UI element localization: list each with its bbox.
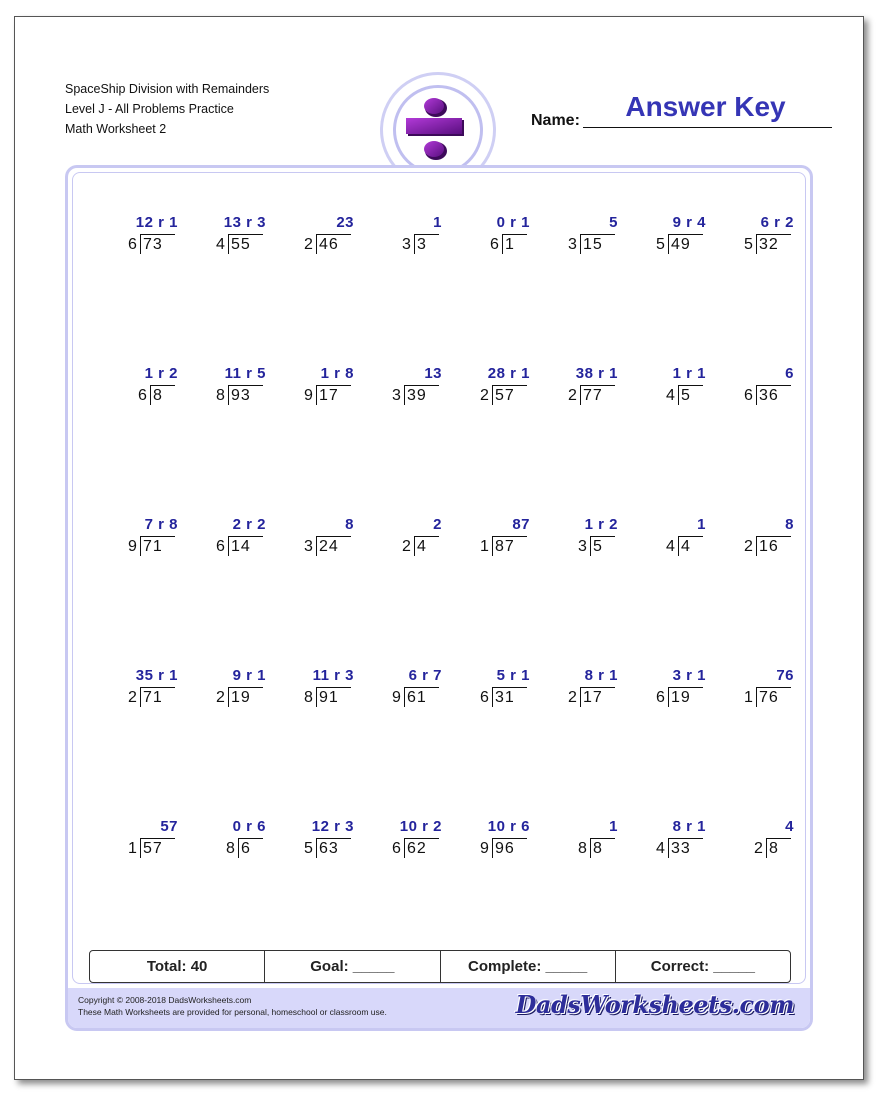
division-problem: [354, 365, 444, 405]
divisor: 9: [480, 840, 489, 857]
dividend: 8: [766, 838, 791, 858]
divisor: 2: [402, 538, 411, 555]
answer-quotient: 76: [776, 667, 794, 684]
division-problem: [530, 516, 620, 556]
dividend: 71: [140, 536, 175, 556]
divisor: 3: [402, 236, 411, 253]
dividend: 39: [404, 385, 439, 405]
dividend: 6: [238, 838, 263, 858]
dividend: 19: [228, 687, 263, 707]
division-problem: [354, 516, 444, 556]
dividend: 3: [414, 234, 439, 254]
divisor: 6: [656, 689, 665, 706]
answer-quotient: 11 r 5: [224, 365, 266, 382]
dividend: 17: [580, 687, 615, 707]
answer-quotient: 8 r 1: [584, 667, 618, 684]
answer-quotient: 1: [697, 516, 706, 533]
answer-quotient: 13 r 3: [223, 214, 266, 231]
dividend: 57: [140, 838, 175, 858]
answer-quotient: 2 r 2: [232, 516, 266, 533]
divisor: 8: [226, 840, 235, 857]
answer-quotient: 87: [512, 516, 530, 533]
dividend: 49: [668, 234, 703, 254]
worksheet-number: Math Worksheet 2: [65, 122, 167, 136]
division-problem: [178, 667, 268, 707]
dividend: 73: [140, 234, 175, 254]
dividend: 91: [316, 687, 351, 707]
answer-quotient: 1 r 2: [144, 365, 178, 382]
brand-logo[interactable]: DadsWorksheets.com: [515, 990, 794, 1019]
division-problem: [266, 214, 356, 254]
dividend: 14: [228, 536, 263, 556]
division-problem: [618, 667, 708, 707]
dividend: 71: [140, 687, 175, 707]
dividend: 15: [580, 234, 615, 254]
complete-cell: Complete: _____: [441, 951, 616, 982]
divisor: 2: [568, 387, 577, 404]
divisor: 6: [138, 387, 147, 404]
footer: [68, 988, 810, 1028]
answer-quotient: 13: [424, 365, 442, 382]
answer-quotient: 12 r 3: [311, 818, 354, 835]
copyright-text: Copyright © 2008-2018 DadsWorksheets.com: [78, 995, 252, 1005]
answer-quotient: 6 r 7: [408, 667, 442, 684]
division-problem: [442, 214, 532, 254]
divisor: 1: [128, 840, 137, 857]
dividend: 93: [228, 385, 263, 405]
answer-quotient: 6: [785, 365, 794, 382]
dividend: 61: [404, 687, 439, 707]
name-label: Name:: [531, 112, 580, 129]
worksheet-level: Level J - All Problems Practice: [65, 102, 234, 116]
dividend: 77: [580, 385, 615, 405]
divisor: 5: [744, 236, 753, 253]
score-table: [89, 950, 791, 983]
divisor: 2: [754, 840, 763, 857]
dividend: 1: [502, 234, 527, 254]
answer-quotient: 28 r 1: [487, 365, 530, 382]
dividend: 46: [316, 234, 351, 254]
dividend: 5: [590, 536, 615, 556]
division-problem: [354, 214, 444, 254]
division-problem: [178, 214, 268, 254]
answer-quotient: 11 r 3: [312, 667, 354, 684]
dividend: 24: [316, 536, 351, 556]
division-problem: [266, 818, 356, 858]
division-problem: [266, 365, 356, 405]
divisor: 1: [480, 538, 489, 555]
answer-quotient: 9 r 1: [232, 667, 266, 684]
dividend: 62: [404, 838, 439, 858]
division-problem: [178, 516, 268, 556]
divisor: 4: [656, 840, 665, 857]
divisor: 5: [656, 236, 665, 253]
division-problem: [618, 214, 708, 254]
division-problem: [178, 818, 268, 858]
division-problem: [266, 516, 356, 556]
answer-quotient: 4: [785, 818, 794, 835]
divisor: 4: [666, 387, 675, 404]
dividend: 36: [756, 385, 791, 405]
dividend: 4: [678, 536, 703, 556]
divisor: 2: [568, 689, 577, 706]
dividend: 8: [150, 385, 175, 405]
division-problem: [530, 818, 620, 858]
divisor: 6: [216, 538, 225, 555]
divisor: 6: [480, 689, 489, 706]
dividend: 63: [316, 838, 351, 858]
total-cell: Total: 40: [90, 951, 265, 982]
answer-quotient: 38 r 1: [575, 365, 618, 382]
division-problem: [442, 365, 532, 405]
answer-quotient: 10 r 6: [487, 818, 530, 835]
division-problem: [90, 667, 180, 707]
divisor: 9: [304, 387, 313, 404]
goal-cell: Goal: _____: [265, 951, 440, 982]
answer-quotient: 8: [345, 516, 354, 533]
answer-quotient: 3 r 1: [672, 667, 706, 684]
dividend: 32: [756, 234, 791, 254]
answer-quotient: 12 r 1: [135, 214, 178, 231]
dividend: 16: [756, 536, 791, 556]
dividend: 31: [492, 687, 527, 707]
division-problem: [442, 516, 532, 556]
division-problem: [530, 365, 620, 405]
divisor: 6: [392, 840, 401, 857]
worksheet-page: [14, 16, 864, 1080]
divisor: 3: [568, 236, 577, 253]
divisor: 2: [128, 689, 137, 706]
answer-quotient: 5: [609, 214, 618, 231]
division-problem: [442, 667, 532, 707]
divisor: 9: [392, 689, 401, 706]
answer-quotient: 9 r 4: [672, 214, 706, 231]
dividend: 17: [316, 385, 351, 405]
division-problem: [618, 516, 708, 556]
name-field-line: [583, 127, 832, 128]
divisor: 3: [304, 538, 313, 555]
dividend: 8: [590, 838, 615, 858]
divisor: 9: [128, 538, 137, 555]
answer-quotient: 35 r 1: [135, 667, 178, 684]
division-problem: [90, 818, 180, 858]
division-problem: [90, 516, 180, 556]
answer-quotient: 1 r 1: [672, 365, 706, 382]
division-problem: [618, 818, 708, 858]
divisor: 8: [216, 387, 225, 404]
answer-quotient: 23: [336, 214, 354, 231]
answer-quotient: 2: [433, 516, 442, 533]
answer-quotient: 0 r 1: [496, 214, 530, 231]
divisor: 6: [490, 236, 499, 253]
division-problem: [530, 667, 620, 707]
answer-quotient: 0 r 6: [232, 818, 266, 835]
division-problem: [530, 214, 620, 254]
division-problem: [90, 365, 180, 405]
divisor: 5: [304, 840, 313, 857]
divisor: 2: [480, 387, 489, 404]
dividend: 57: [492, 385, 527, 405]
dividend: 76: [756, 687, 791, 707]
dividend: 87: [492, 536, 527, 556]
answer-quotient: 1: [609, 818, 618, 835]
dividend: 19: [668, 687, 703, 707]
division-problem: [706, 516, 796, 556]
division-problem: [442, 818, 532, 858]
division-problem: [354, 667, 444, 707]
divisor: 3: [392, 387, 401, 404]
division-problem: [706, 214, 796, 254]
divisor: 6: [128, 236, 137, 253]
division-problem: [90, 214, 180, 254]
answer-key-title: Answer Key: [625, 91, 786, 122]
problems-frame: [65, 165, 813, 1031]
division-problem: [354, 818, 444, 858]
dividend: 33: [668, 838, 703, 858]
answer-quotient: 5 r 1: [496, 667, 530, 684]
answer-quotient: 1 r 8: [320, 365, 354, 382]
divisor: 1: [744, 689, 753, 706]
divisor: 8: [304, 689, 313, 706]
dividend: 96: [492, 838, 527, 858]
usage-notice: These Math Worksheets are provided for personal, homeschool or classroom use.: [78, 1007, 387, 1017]
division-problem: [266, 667, 356, 707]
divisor: 2: [304, 236, 313, 253]
division-problem: [706, 365, 796, 405]
answer-quotient: 1 r 2: [584, 516, 618, 533]
answer-quotient: 8: [785, 516, 794, 533]
answer-quotient: 1: [433, 214, 442, 231]
correct-cell: Correct: _____: [650, 958, 755, 975]
division-problem: [618, 365, 708, 405]
divisor: 2: [216, 689, 225, 706]
division-problem: [706, 818, 796, 858]
answer-quotient: 10 r 2: [399, 818, 442, 835]
divisor: 4: [216, 236, 225, 253]
divisor: 6: [744, 387, 753, 404]
divisor: 8: [578, 840, 587, 857]
dividend: 4: [414, 536, 439, 556]
answer-quotient: 8 r 1: [672, 818, 706, 835]
dividend: 5: [678, 385, 703, 405]
answer-quotient: 57: [160, 818, 178, 835]
division-problem: [706, 667, 796, 707]
dividend: 55: [228, 234, 263, 254]
answer-quotient: 7 r 8: [144, 516, 178, 533]
divisor: 4: [666, 538, 675, 555]
worksheet-title-block: [65, 79, 269, 139]
divisor: 2: [744, 538, 753, 555]
divisor: 3: [578, 538, 587, 555]
division-problem: [178, 365, 268, 405]
worksheet-title: SpaceShip Division with Remainders: [65, 82, 270, 96]
answer-quotient: 6 r 2: [760, 214, 794, 231]
